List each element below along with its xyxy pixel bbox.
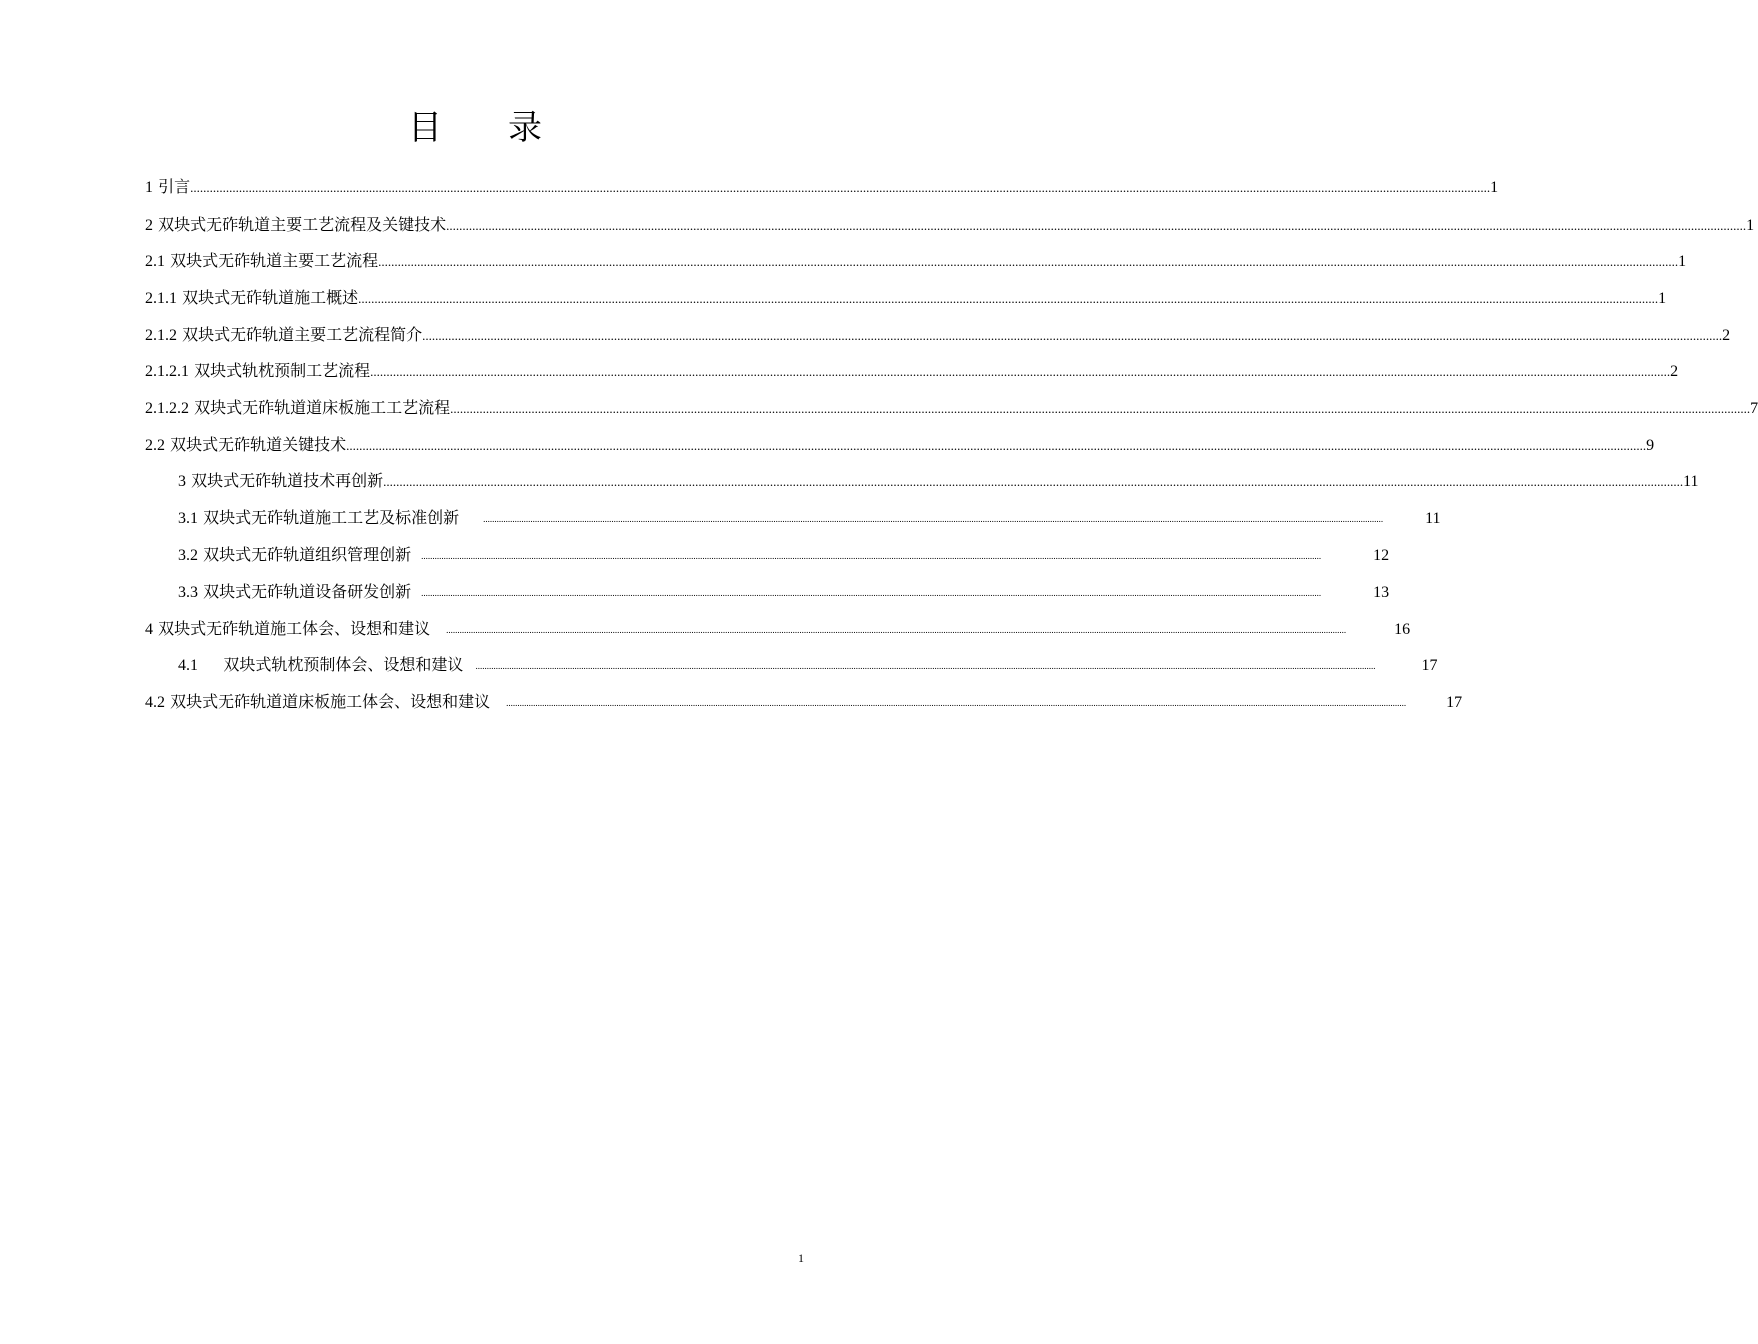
toc-page-number: 1: [1678, 253, 1687, 270]
toc-entry-label: 2.1 双块式无砟轨道主要工艺流程: [145, 251, 379, 270]
toc-entry[interactable]: [178, 542, 1390, 566]
toc-leader-dots: ................................................................................................................................................................................................................................................................................................................................................................................................................: [483, 514, 1384, 524]
toc-entry[interactable]: [178, 579, 1390, 603]
toc-page-number: 13: [1373, 584, 1390, 601]
toc-page-number: 12: [1373, 547, 1390, 564]
toc-entry-label: 4.2 双块式无砟轨道道床板施工体会、设想和建议: [145, 692, 491, 711]
toc-entry-label: 2.1.2 双块式无砟轨道主要工艺流程简介: [145, 325, 423, 344]
toc-page-number: 17: [1446, 694, 1463, 711]
toc-leader-dots: ................................................................................................................................................................................................................................................................................................................................................................................................................: [421, 551, 1322, 561]
toc-entry[interactable]: [145, 395, 1758, 419]
toc-entry-label: 3 双块式无砟轨道技术再创新: [178, 471, 384, 490]
toc-entry-label: 3.3 双块式无砟轨道设备研发创新: [178, 582, 412, 601]
toc-leader-dots: ................................................................................................................................................................................................................................................................................................................................................................................................................: [383, 474, 1684, 489]
toc-page-number: 9: [1646, 437, 1655, 454]
toc-entry-label: 4.1 双块式轨枕预制体会、设想和建议: [178, 655, 464, 674]
toc-entry-label: 2.2 双块式无砟轨道关键技术: [145, 435, 347, 454]
toc-page-number: 1: [1746, 217, 1755, 234]
toc-entry[interactable]: [145, 689, 1463, 713]
title-char-2: 录: [508, 108, 542, 148]
toc-entry-label: 2.1.1 双块式无砟轨道施工概述: [145, 288, 359, 307]
toc-page-number: 17: [1421, 657, 1438, 674]
toc-entry[interactable]: [145, 616, 1411, 640]
toc-leader-dots: ................................................................................................................................................................................................................................................................................................................................................................................................................: [422, 328, 1723, 343]
toc-page-number: 1: [1658, 290, 1667, 307]
toc-page-number: 16: [1394, 621, 1411, 638]
toc-leader-dots: ................................................................................................................................................................................................................................................................................................................................................................................................................: [446, 625, 1347, 635]
toc-entry[interactable]: [145, 358, 1679, 382]
toc-entry[interactable]: [145, 248, 1687, 272]
footer-page-number: 1: [798, 1251, 804, 1265]
toc-entry[interactable]: [145, 174, 1499, 198]
toc-entry-label: 2 双块式无砟轨道主要工艺流程及关键技术: [145, 215, 447, 234]
toc-leader-dots: ................................................................................................................................................................................................................................................................................................................................................................................................................: [450, 401, 1751, 416]
toc-entry[interactable]: [178, 505, 1441, 529]
toc-leader-dots: ................................................................................................................................................................................................................................................................................................................................................................................................................: [506, 698, 1407, 708]
toc-entry[interactable]: [145, 285, 1667, 309]
toc-page-number: 11: [1683, 473, 1699, 490]
toc-entry[interactable]: [178, 468, 1699, 492]
toc-entry[interactable]: [145, 212, 1755, 236]
toc-page-number: 1: [1490, 179, 1499, 196]
toc-leader-dots: ................................................................................................................................................................................................................................................................................................................................................................................................................: [421, 588, 1322, 598]
toc-entry-label: 3.2 双块式无砟轨道组织管理创新: [178, 545, 412, 564]
toc-entry[interactable]: [178, 652, 1438, 676]
toc-leader-dots: ................................................................................................................................................................................................................................................................................................................................................................................................................: [446, 218, 1747, 233]
toc-entry-label: 3.1 双块式无砟轨道施工工艺及标准创新: [178, 508, 460, 527]
toc-entry-label: 2.1.2.1 双块式轨枕预制工艺流程: [145, 361, 371, 380]
toc-entry[interactable]: [145, 322, 1731, 346]
toc-entry-label: 2.1.2.2 双块式无砟轨道道床板施工工艺流程: [145, 398, 451, 417]
toc-entry-label: 1 引言: [145, 177, 191, 196]
title-char-1: 目: [408, 108, 442, 148]
toc-leader-dots: ................................................................................................................................................................................................................................................................................................................................................................................................................: [358, 291, 1659, 306]
toc-entry-label: 4 双块式无砟轨道施工体会、设想和建议: [145, 619, 431, 638]
toc-page-number: 7: [1750, 400, 1758, 417]
toc-leader-dots: ................................................................................................................................................................................................................................................................................................................................................................................................................: [370, 364, 1671, 379]
toc-leader-dots: ................................................................................................................................................................................................................................................................................................................................................................................................................: [475, 661, 1376, 671]
page-title: [0, 100, 950, 149]
toc-leader-dots: ................................................................................................................................................................................................................................................................................................................................................................................................................: [346, 438, 1647, 453]
toc-leader-dots: ................................................................................................................................................................................................................................................................................................................................................................................................................: [378, 254, 1679, 269]
toc-page-number: 11: [1425, 510, 1441, 527]
toc-leader-dots: ................................................................................................................................................................................................................................................................................................................................................................................................................: [190, 180, 1491, 195]
toc-page-number: 2: [1670, 363, 1679, 380]
toc-page-number: 2: [1722, 327, 1731, 344]
toc-entry[interactable]: [145, 432, 1655, 456]
